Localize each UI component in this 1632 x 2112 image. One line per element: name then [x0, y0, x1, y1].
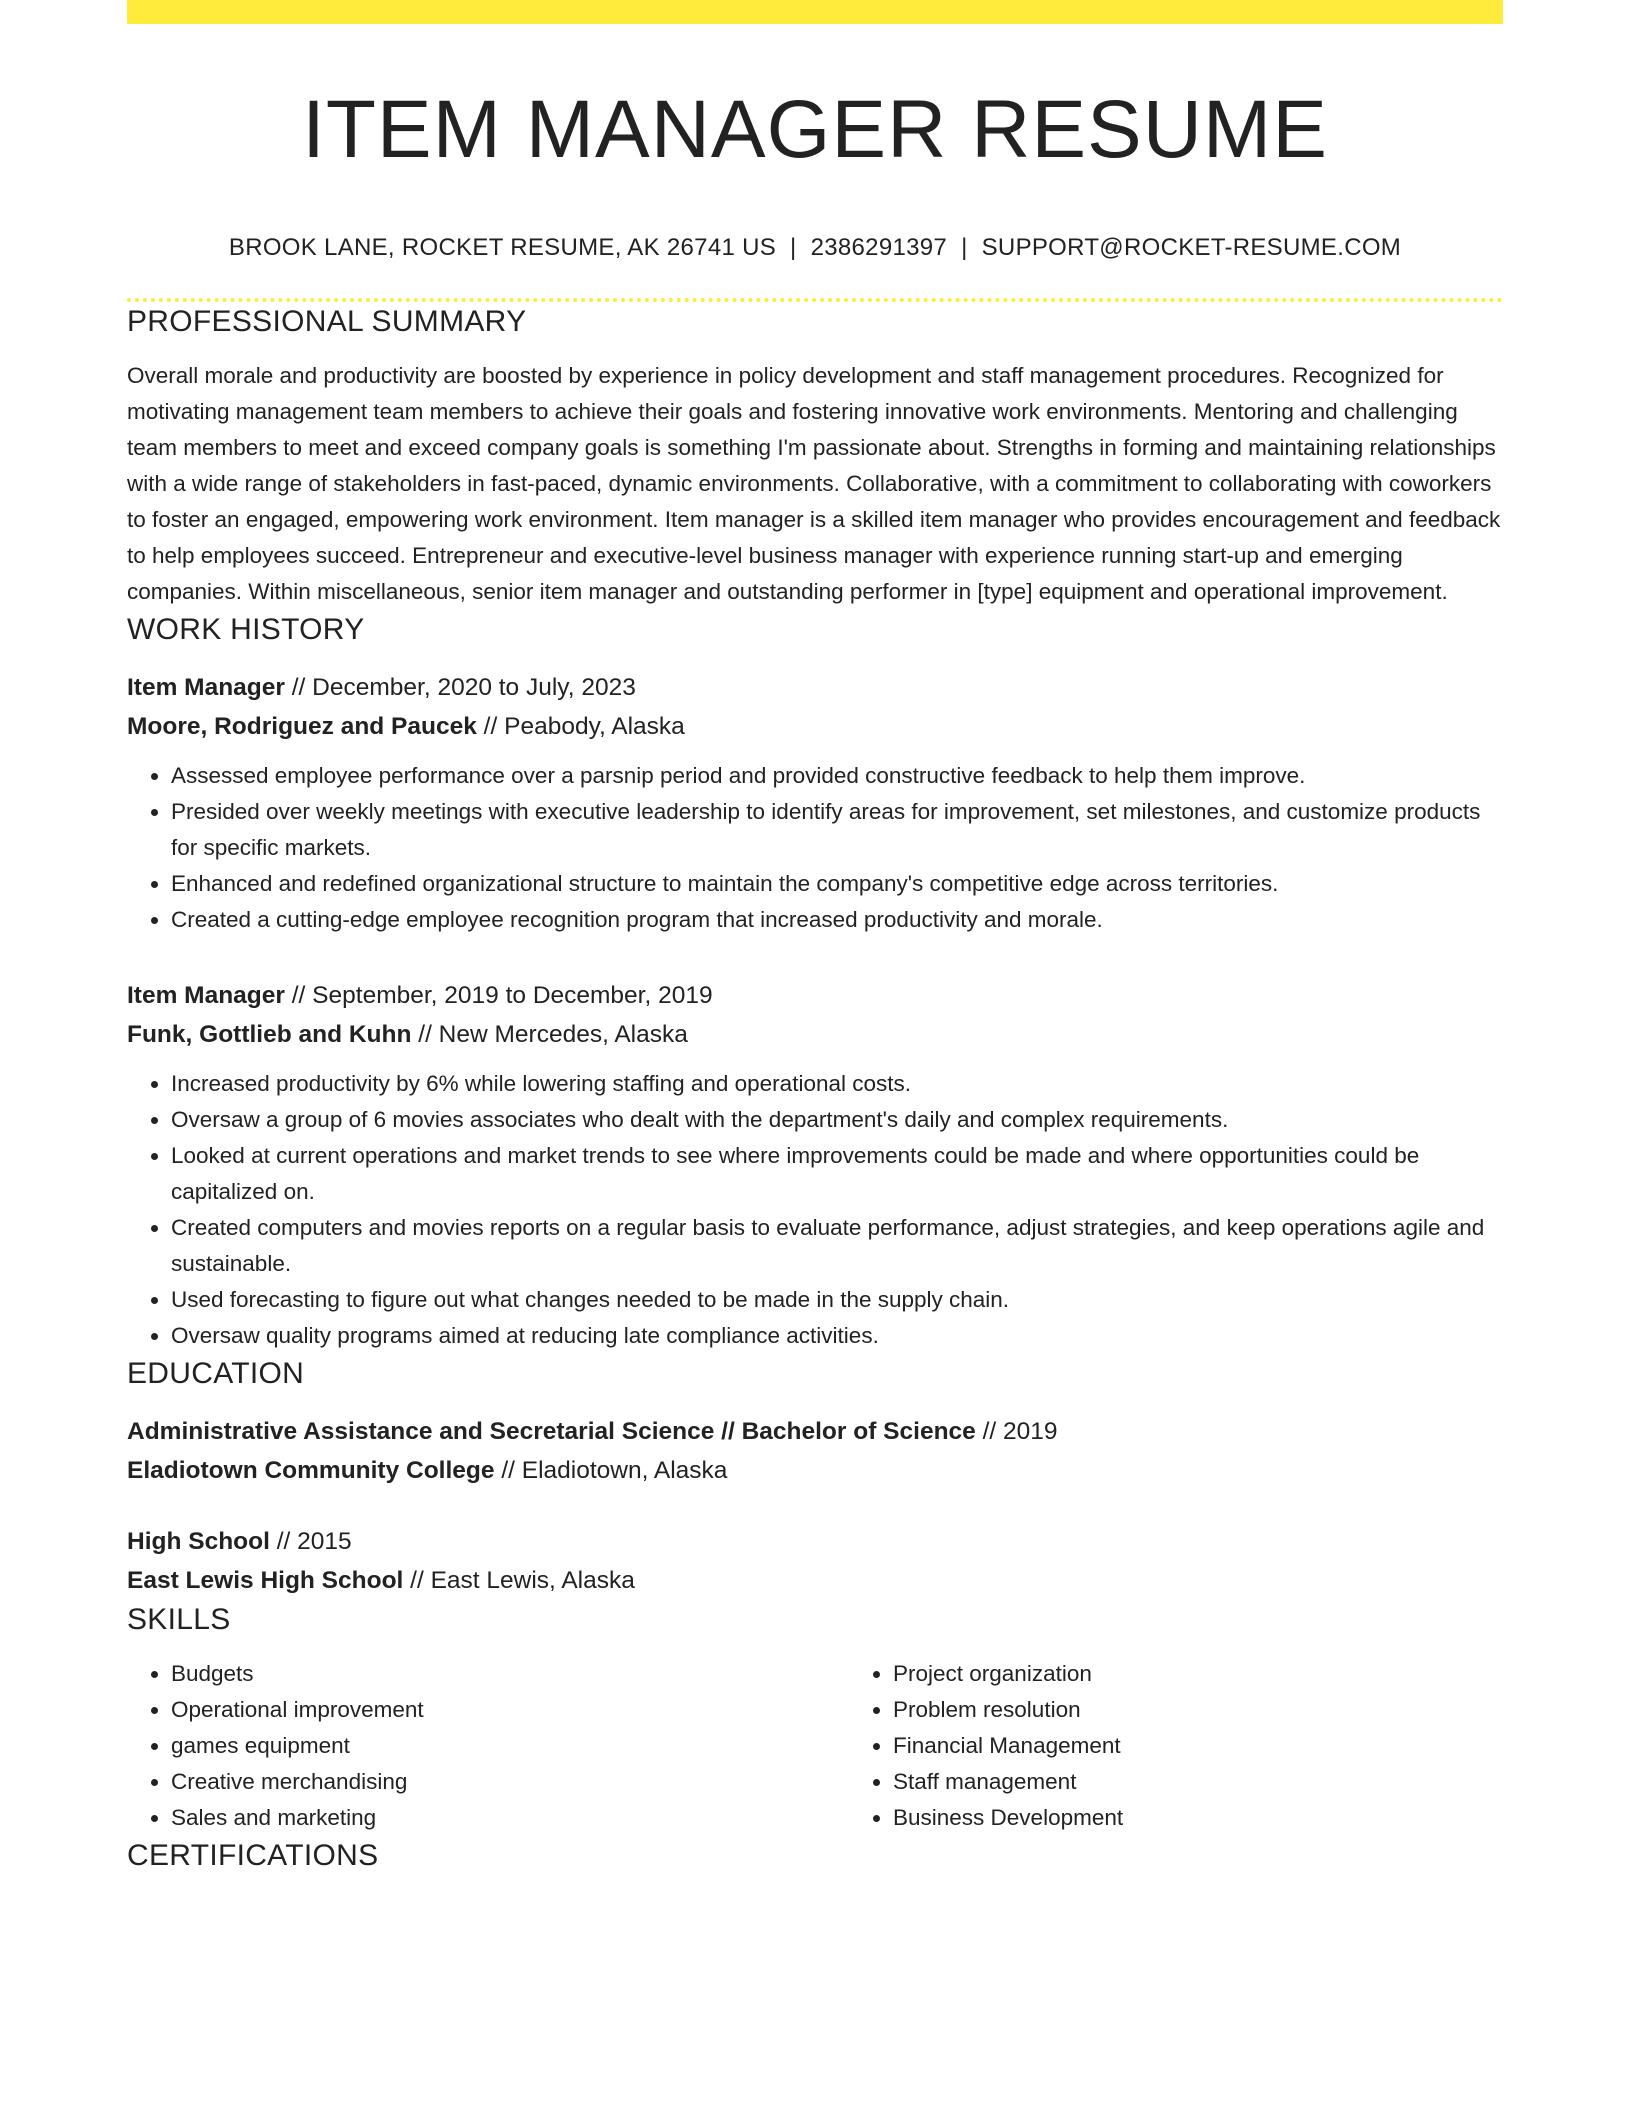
job-bullet: • Presided over weekly meetings with executive leadership to identify areas for improvement, set milestones, and customize products for specific markets. [171, 794, 1503, 866]
skill-item: • Operational improvement [171, 1692, 849, 1728]
job-bullet-list [127, 1066, 1503, 1354]
job-bullet: • Looked at current operations and market trends to see where improvements could be made and where opportunities could be capitalized on. [171, 1138, 1503, 1210]
contact-phone: 2386291397 [810, 234, 948, 261]
skill-item: • Sales and marketing [171, 1800, 849, 1836]
skill-item: • Business Development [893, 1800, 1493, 1836]
job-bullet: • Created a cutting-edge employee recognition program that increased productivity and morale. [171, 902, 1503, 938]
job-bullet: • Assessed employee performance over a parsnip period and provided constructive feedback to help them improve. [171, 758, 1503, 794]
education-entry [127, 1412, 1503, 1490]
education-year: // 2019 [975, 1418, 1058, 1445]
section-title-education: EDUCATION [127, 1357, 305, 1390]
job-dates: // September, 2019 to December, 2019 [284, 982, 713, 1009]
job-company: Funk, Gottlieb and Kuhn [127, 1021, 412, 1048]
job-role-line [127, 976, 1503, 1015]
job-entry [127, 668, 1503, 938]
skills-grid [127, 1656, 1503, 1836]
education-degree-line [127, 1522, 1503, 1561]
education-degree-line [127, 1412, 1503, 1451]
section-title-skills: SKILLS [127, 1603, 231, 1636]
section-title-summary: PROFESSIONAL SUMMARY [127, 305, 527, 338]
job-location: // New Mercedes, Alaska [411, 1021, 688, 1048]
skill-item: • Financial Management [893, 1728, 1493, 1764]
contact-separator: | [790, 234, 797, 261]
job-location: // Peabody, Alaska [476, 713, 685, 740]
skill-item: • Staff management [893, 1764, 1493, 1800]
job-bullet: • Oversaw a group of 6 movies associates who dealt with the department's daily and complex requirements. [171, 1102, 1503, 1138]
job-bullet: • Used forecasting to figure out what changes needed to be made in the supply chain. [171, 1282, 1503, 1318]
resume-page [127, 0, 1503, 1876]
education-entry [127, 1522, 1503, 1600]
job-dates: // December, 2020 to July, 2023 [284, 674, 636, 701]
job-role: Item Manager [127, 982, 285, 1009]
skill-item: • Creative merchandising [171, 1764, 849, 1800]
job-bullet-list [127, 758, 1503, 938]
contact-line [127, 232, 1503, 264]
skills-column-2 [849, 1656, 1493, 1836]
resume-title: ITEM MANAGER RESUME [302, 84, 1328, 175]
summary-paragraph: Overall morale and productivity are boosted by experience in policy development and staff management procedures. Recognized for motivating management team members to achieve their goals and fostering innovative work environments. Mentoring and challenging team members to meet and exceed company goals is something I'm passionate about. Strengths in forming and maintaining relationships with a wide range of stakeholders in fast-paced, dynamic environments. Collaborative, with a commitment to collaborating with coworkers to foster an engaged, empowering work environment. Item manager is a skilled item manager who provides encouragement and feedback to help employees succeed. Entrepreneur and executive-level business manager with experience running start-up and emerging companies. Within miscellaneous, senior item manager and outstanding performer in [type] equipment and operational improvement. [127, 363, 1501, 604]
job-company-line [127, 707, 1503, 746]
education-location: // East Lewis, Alaska [403, 1567, 635, 1594]
job-role-line [127, 668, 1503, 707]
skill-item: • Budgets [171, 1656, 849, 1692]
job-entry [127, 976, 1503, 1354]
education-school-line [127, 1561, 1503, 1600]
job-bullet: • Oversaw quality programs aimed at reducing late compliance activities. [171, 1318, 1503, 1354]
contact-email: SUPPORT@ROCKET-RESUME.COM [981, 234, 1402, 261]
contact-address: BROOK LANE, ROCKET RESUME, AK 26741 US [228, 234, 777, 261]
contact-separator: | [961, 234, 968, 261]
skill-item: • Project organization [893, 1656, 1493, 1692]
job-bullet: • Increased productivity by 6% while lowering staffing and operational costs. [171, 1066, 1503, 1102]
education-school: East Lewis High School [127, 1567, 404, 1594]
job-company-line [127, 1015, 1503, 1054]
education-school: Eladiotown Community College [127, 1457, 495, 1484]
section-title-work-history: WORK HISTORY [127, 613, 365, 646]
accent-top-bar [127, 0, 1503, 24]
education-school-line [127, 1451, 1503, 1490]
section-title-certifications: CERTIFICATIONS [127, 1839, 379, 1872]
job-bullet: • Created computers and movies reports on a regular basis to evaluate performance, adjust strategies, and keep operations agile and sustainable. [171, 1210, 1503, 1282]
education-degree: High School [127, 1528, 270, 1555]
skills-column-1 [127, 1656, 849, 1836]
job-bullet: • Enhanced and redefined organizational structure to maintain the company's competitive edge across territories. [171, 866, 1503, 902]
job-company: Moore, Rodriguez and Paucek [127, 713, 477, 740]
skill-item: • games equipment [171, 1728, 849, 1764]
education-degree: Administrative Assistance and Secretarial Science // Bachelor of Science [127, 1418, 976, 1445]
education-year: // 2015 [269, 1528, 352, 1555]
education-location: // Eladiotown, Alaska [494, 1457, 728, 1484]
job-role: Item Manager [127, 674, 285, 701]
skill-item: • Problem resolution [893, 1692, 1493, 1728]
